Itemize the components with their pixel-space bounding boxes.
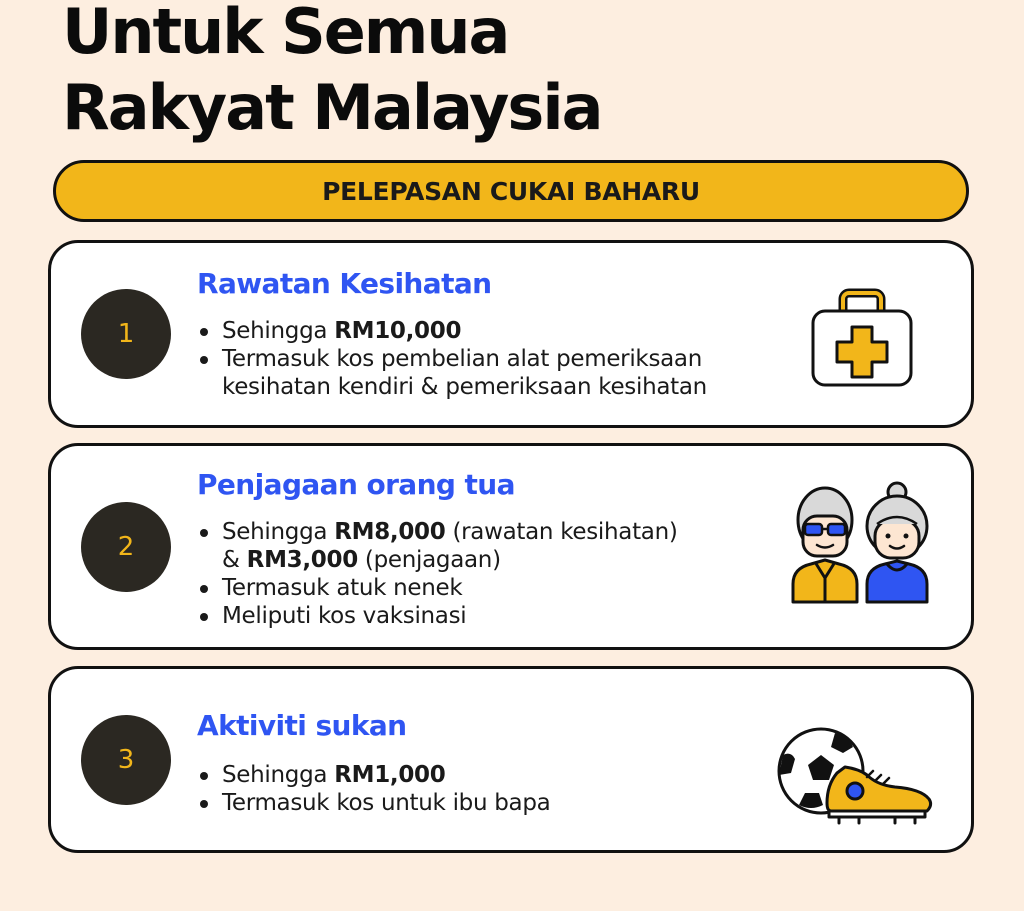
bullet-text: (rawatan kesihatan): [445, 519, 678, 545]
page-title: [62, 0, 601, 146]
bullet-text: Termasuk atuk nenek: [222, 575, 463, 601]
bullet-amount: RM3,000: [246, 547, 358, 573]
title-line-1: Untuk Semua: [62, 0, 509, 68]
bullet-item: [197, 602, 678, 630]
bullet-amount: RM1,000: [334, 762, 446, 788]
bullet-text: Meliputi kos vaksinasi: [222, 603, 467, 629]
bullet-list: [197, 317, 707, 401]
relief-card-sports: [48, 666, 974, 853]
number-badge: 1: [81, 289, 171, 379]
bullet-text: Termasuk kos untuk ibu bapa: [222, 790, 551, 816]
first-aid-kit-icon: [807, 283, 917, 393]
elderly-couple-icon: [789, 480, 935, 604]
bullet-amount: RM8,000: [334, 519, 446, 545]
title-line-2: Rakyat Malaysia: [62, 71, 602, 144]
relief-card-elderly-care: [48, 443, 974, 650]
bullet-list: [197, 518, 678, 630]
bullet-text: Sehingga: [222, 519, 335, 545]
bullet-item: [197, 518, 678, 546]
bullet-text: (penjagaan): [357, 547, 501, 573]
number-badge: 3: [81, 715, 171, 805]
bullet-text: Sehingga: [222, 318, 335, 344]
bullet-item: [197, 574, 678, 602]
bullet-item: [197, 345, 707, 373]
bullet-text: &: [222, 547, 247, 573]
section-banner: PELEPASAN CUKAI BAHARU: [53, 160, 969, 222]
bullet-text: kesihatan kendiri & pemeriksaan kesihatan: [222, 374, 707, 400]
card-heading: Rawatan Kesihatan: [197, 267, 492, 300]
bullet-amount: RM10,000: [334, 318, 462, 344]
number-badge: 2: [81, 502, 171, 592]
bullet-list: [197, 761, 550, 817]
relief-card-health: [48, 240, 974, 428]
bullet-item: [197, 761, 550, 789]
card-heading: Penjagaan orang tua: [197, 468, 515, 501]
bullet-text: Sehingga: [222, 762, 335, 788]
bullet-item: [197, 317, 707, 345]
bullet-continuation: [197, 546, 678, 574]
bullet-item: [197, 789, 550, 817]
football-boot-icon: [775, 725, 935, 825]
card-heading: Aktiviti sukan: [197, 709, 407, 742]
bullet-continuation: [197, 373, 707, 401]
bullet-text: Termasuk kos pembelian alat pemeriksaan: [222, 346, 702, 372]
